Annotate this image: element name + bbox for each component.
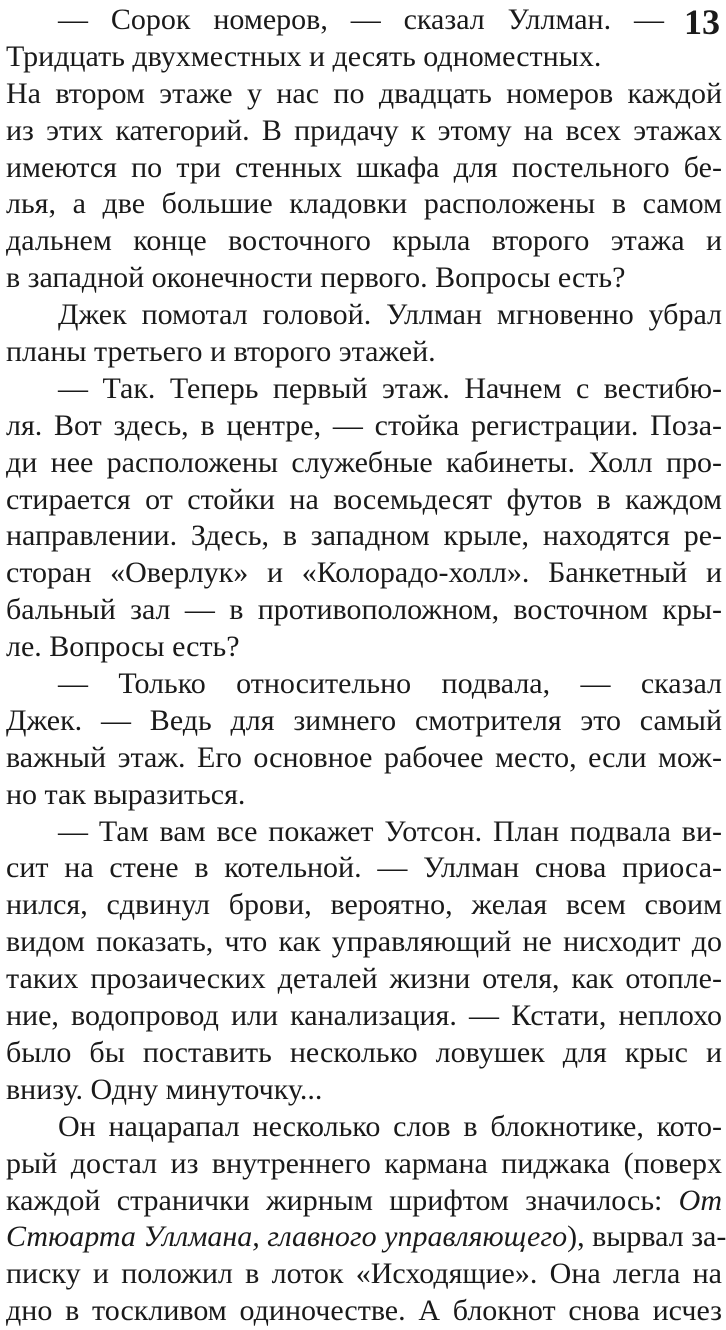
text-line	[6, 850, 722, 887]
text-line	[6, 2, 664, 39]
text-line	[6, 1146, 722, 1183]
text-line	[6, 1035, 722, 1072]
text-line	[6, 408, 722, 445]
text-line	[6, 518, 722, 555]
line-text: ), вырвал за-	[567, 1220, 726, 1254]
line-text: дальнем конце восточного крыла второго этажа и	[6, 224, 722, 258]
line-text: планы третьего и второго этажей.	[6, 335, 436, 369]
text-line	[6, 371, 722, 408]
line-text: ля. Вот здесь, в центре, — стойка регистрации. Поза-	[6, 408, 722, 442]
text-line	[6, 777, 722, 814]
body-text	[6, 2, 726, 1330]
line-text: лья, а две большие кладовки расположены в самом	[6, 187, 722, 221]
line-text: Тридцать двухместных и десять одноместных.	[6, 39, 602, 73]
text-line	[6, 150, 722, 187]
line-text: из этих категорий. В придачу к этому на всех этажах	[6, 113, 722, 147]
italic-text: Стюарта Уллмана, главного управляющего	[6, 1220, 568, 1254]
line-text: — Только относительно подвала, — сказал	[58, 667, 722, 701]
text-line	[6, 998, 722, 1035]
line-text: ди нее расположены служебные кабинеты. Холл про-	[6, 445, 722, 479]
text-line	[6, 1256, 722, 1293]
line-text: Он нацарапал несколько слов в блокнотике, кото-	[58, 1109, 722, 1143]
line-text: рый достал из внутреннего кармана пиджака (поверх	[6, 1146, 722, 1180]
line-text: внизу. Одну минуточку...	[6, 1072, 323, 1106]
text-line	[6, 39, 722, 76]
text-line	[6, 1219, 726, 1256]
line-text: видом показать, что как управляющий не нисходит до	[6, 925, 722, 959]
text-line	[6, 76, 722, 113]
line-text: важный этаж. Его основное рабочее место, если мож-	[6, 740, 722, 774]
text-line	[6, 887, 722, 924]
line-text: Джек. — Ведь для зимнего смотрителя это самый	[6, 703, 722, 737]
text-line	[6, 113, 722, 150]
text-line	[6, 666, 722, 703]
text-line	[6, 1183, 722, 1220]
line-text: в западной оконечности первого. Вопросы есть?	[6, 261, 626, 295]
text-line	[6, 592, 722, 629]
line-text: направлении. Здесь, в западном крыле, находятся ре-	[6, 519, 722, 553]
line-text: сторан «Оверлук» и «Колорадо-холл». Банкетный и	[6, 556, 722, 590]
line-text: было бы поставить несколько ловушек для крыс и	[6, 1035, 722, 1069]
text-line	[6, 740, 722, 777]
line-text: таких прозаических деталей жизни отеля, как отопле-	[6, 962, 722, 996]
text-line	[6, 629, 722, 666]
line-text: бальный зал — в противоположном, восточном кры-	[6, 593, 722, 627]
text-line	[6, 814, 722, 851]
line-text: каждой странички жирным шрифтом значилось:	[6, 1183, 679, 1217]
line-text: стирается от стойки на восемьдесят футов в каждом	[6, 482, 722, 516]
text-line	[6, 186, 722, 223]
italic-text: От	[678, 1183, 722, 1217]
line-text: ле. Вопросы есть?	[6, 630, 240, 664]
text-line	[6, 445, 722, 482]
line-text: На втором этаже у нас по двадцать номеров каждой	[6, 76, 722, 110]
line-text: Джек помотал головой. Уллман мгновенно убрал	[58, 298, 722, 332]
text-line	[6, 223, 722, 260]
line-text: — Так. Теперь первый этаж. Начнем с вестибю-	[58, 371, 722, 405]
line-text: — Сорок номеров, — сказал Уллман. —	[58, 3, 664, 36]
text-line	[6, 924, 722, 961]
line-text: но так выразиться.	[6, 777, 246, 811]
line-text: ние, водопровод или канализация. — Кстати, неплохо	[6, 999, 722, 1033]
text-line	[6, 1072, 722, 1109]
text-line	[6, 961, 722, 998]
page-number: 13	[684, 2, 720, 42]
line-text: дно в тоскливом одиночестве. А блокнот снова исчез	[6, 1294, 722, 1328]
text-line	[6, 703, 722, 740]
text-line	[6, 1109, 722, 1146]
text-line	[6, 260, 722, 297]
text-line	[6, 555, 722, 592]
line-text: нился, сдвинул брови, вероятно, желая всем своим	[6, 888, 722, 922]
text-line	[6, 482, 722, 519]
text-line	[6, 334, 722, 371]
line-text: — Там вам все покажет Уотсон. План подвала ви-	[58, 814, 722, 848]
line-text: имеются по три стенных шкафа для постельного бе-	[6, 150, 722, 184]
text-line	[6, 297, 722, 334]
line-text: писку и положил в лоток «Исходящие». Она легла на	[6, 1257, 722, 1291]
text-line	[6, 1293, 722, 1330]
line-text: сит на стене в котельной. — Уллман снова приоса-	[6, 851, 722, 885]
